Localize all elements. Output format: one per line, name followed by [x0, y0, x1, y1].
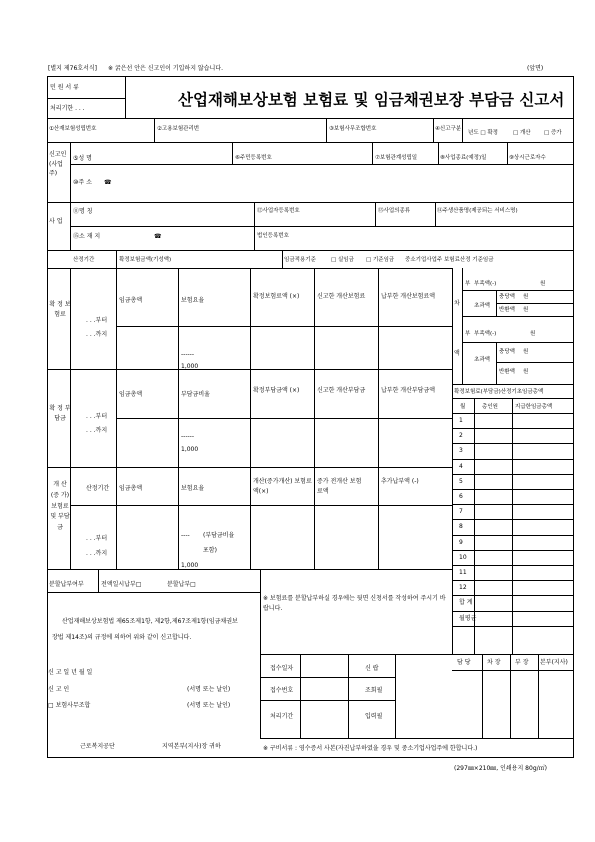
levy-reported-estimate-label: 신고한 개산부담금 [317, 387, 366, 394]
est-rate-note: (부담금비율 [203, 532, 235, 539]
levy-shortage-label: 부족액(-) [474, 331, 497, 337]
fee-shortage-unit: 원 [540, 281, 546, 287]
accident-insurance-no-label: ①산재보험성립번호 [49, 126, 97, 132]
agent-line[interactable]: □ 보험사무조합 [48, 702, 91, 709]
month-row-5: 5 [459, 477, 463, 485]
approval-branch: 본부(지사) [540, 659, 568, 666]
fee-refund-unit: 원 [523, 307, 529, 313]
page-side-label: (앞면) [527, 65, 544, 72]
levy-period-from: . . .부터 [86, 413, 108, 420]
month-row-10: 10 [459, 553, 467, 561]
approval-manager: 부 장 [515, 659, 529, 666]
report-type-confirmed[interactable]: 년도 □ 확정 [468, 130, 498, 136]
fee-refund-label: 반환액 [499, 307, 515, 313]
month-row-4: 4 [459, 462, 463, 470]
business-type-label: ⑬사업의종류 [378, 208, 411, 214]
est-rate-base: 1,000 [181, 562, 199, 569]
month-row-11: 11 [459, 569, 467, 576]
levy-excess-label: 초과액 [474, 357, 490, 363]
monthly-total-row: 합 계 [459, 599, 473, 607]
location-phone-icon: ☎ [154, 233, 162, 240]
receipt-label: 민 원 서 류 [50, 84, 79, 91]
office-processing-period: 처리기간 [270, 713, 294, 720]
month-row-8: 8 [459, 523, 463, 531]
est-rate-line: ---- [181, 532, 190, 539]
corp-reg-no-label: 법인등록번호 [257, 233, 289, 239]
fee-confirmed-amount-label: 확정보험료액 (×) [253, 293, 300, 300]
levy-shortage-unit: 원 [530, 331, 536, 337]
installment-note: ※ 보험료를 분할납부하실 경우에는 뒷면 신청서를 작성하여 주시기 바랍니다. [263, 595, 446, 612]
location-label: ⑮소 재 지 [73, 233, 101, 240]
declaration-line2: 장법 제14조)의 규정에 의하여 위와 같이 신고합니다. [52, 634, 192, 641]
levy-applied-label: 충당액 [499, 349, 515, 355]
std-base-wage[interactable]: □ 기준임금 [366, 257, 395, 263]
fee-shortage-label: 부족액(-) [474, 281, 497, 287]
employment-insurance-no-label: ②고용보험관리번 [157, 126, 200, 132]
form-frame [47, 76, 574, 758]
name-label: ⑤성 명 [73, 155, 92, 162]
declaration-line1: 산업재해보상보험법 제65조제1항, 제2항,제67조제1항(임금채권보 [62, 618, 238, 625]
monthly-header-people: 총인원 [482, 404, 498, 410]
month-row-9: 9 [459, 538, 463, 546]
fee-applied-label: 충당액 [499, 294, 515, 300]
reporter-signature: (서명 또는 날인) [187, 686, 231, 693]
monthly-header-month: 월 [460, 404, 466, 410]
fee-period-to: . . .까지 [86, 331, 108, 338]
estimate-section-label: 개 산 (증 가) 보험료 및 부담 금 [50, 481, 70, 532]
form-number: [별지 제76호서식] [48, 65, 97, 72]
paper-spec: (297㎜×210㎜, 인쇄용지 80g/㎡) [454, 765, 547, 772]
wage-standard-label: 임금적용기준 [284, 257, 316, 263]
fee-wage-total-label: 임금총액 [119, 297, 143, 304]
diff-side-label-3: 부 [465, 281, 471, 287]
fee-applied-unit: 원 [523, 294, 529, 300]
fee-excess-label: 초과액 [474, 303, 490, 309]
month-row-3: 3 [459, 447, 463, 455]
office-check-3: 입력필 [365, 713, 383, 720]
rrn-label: ⑥주민등록번호 [235, 155, 272, 161]
fee-rate-base: 1,000 [181, 363, 199, 370]
recipient-office: 지역본부(지사)장 귀하 [162, 743, 221, 750]
office-union-no-label: ③보험사무조합번호 [329, 126, 377, 132]
fee-reported-estimate-label: 신고한 개산보험료 [317, 293, 366, 300]
recipient-agency: 근로복지공단 [80, 743, 115, 750]
fee-period-from: . . .부터 [86, 317, 108, 324]
est-period-label: 산정기간 [86, 485, 110, 492]
est-period-to: . . .까지 [86, 550, 108, 557]
workers-label: ⑨상시근로자수 [509, 155, 546, 161]
address-phone-icon: ☎ [104, 179, 112, 186]
fee-rate-label: 보험요율 [181, 297, 205, 304]
confirmed-fee-label: 확 정 보험료 [49, 301, 71, 318]
approval-staff: 담 당 [457, 659, 471, 666]
approval-deputy: 차 장 [487, 659, 501, 666]
installment-full-option[interactable]: 전액일시납부□ [101, 581, 142, 588]
est-rate-label: 보험요율 [181, 485, 205, 492]
end-date-label: ⑧사업종료(예정)일 [440, 155, 487, 161]
levy-period-to: . . .까지 [86, 427, 108, 434]
est-period-from: . . .부터 [86, 535, 108, 542]
form-title: 산업재해보상보험 보험료 및 임금채권보장 부담금 신고서 [178, 91, 565, 109]
est-before-increase-label: 증가 전개산 보험료액 [317, 478, 362, 495]
est-wage-total-label: 임금총액 [119, 485, 143, 492]
month-row-7: 7 [459, 508, 463, 516]
monthly-table-title: 확정보험료(부담금)산정기초임금총액 [454, 389, 544, 395]
business-name-label: ⑪명 칭 [73, 208, 93, 215]
report-type-estimated[interactable]: □ 개산 [513, 130, 531, 136]
est-rate-note2: 포함) [203, 547, 217, 554]
levy-rate-base: 1,000 [181, 446, 199, 453]
levy-wage-total-label: 임금총액 [119, 391, 143, 398]
diff-side-label-3b: 부 [465, 331, 471, 337]
monthly-header-wage: 지급한임금총액 [515, 404, 553, 410]
required-docs-note: ※ 구비서류 : 영수증서 사본(자진납부하였을 경우 및 중소기업사업주에 한합니다.) [263, 745, 478, 752]
office-check-2: 조회필 [365, 687, 383, 694]
relation-date-label: ⑦보험관계성립일 [375, 155, 418, 161]
report-date-line: 신 고 일 년 월 일 [48, 669, 93, 676]
fee-rate-line: ------ [181, 351, 194, 358]
office-check-1: 신 랍 [365, 665, 379, 672]
levy-paid-estimate-label: 납부한 개산부담금액 [381, 387, 436, 394]
sme-base-wage-label: 중소기업사업주 보험료산정 기준임금 [405, 257, 494, 263]
header-note: ※ 굵은선 안은 신고인이 기입하지 않습니다. [108, 65, 224, 72]
diff-side-label-2: 액 [454, 350, 460, 357]
monthly-average-row: 월평균 [459, 614, 477, 622]
levy-ratio-label: 부담금비율 [181, 391, 210, 398]
office-received-no: 접수번호 [270, 687, 294, 694]
office-received-date: 접수일자 [270, 665, 294, 672]
processing-period-label: 처리기한 . . . [50, 105, 85, 112]
agent-signature: (서명 또는 날인) [187, 702, 231, 709]
address-label: ⑩주 소 [73, 179, 92, 186]
month-row-1: 1 [459, 417, 463, 424]
calc-period-label: 산정기간 [73, 257, 95, 263]
installment-label: 분할납부여부 [49, 581, 84, 588]
report-type-label: ④신고구분 [435, 126, 462, 132]
confirmed-levy-label: 확 정 부담금 [49, 405, 71, 422]
installment-split-option[interactable]: 분할납부□ [167, 581, 196, 588]
diff-side-label-1: 차 [454, 300, 460, 307]
month-row-12: 12 [459, 584, 467, 592]
month-row-6: 6 [459, 493, 463, 500]
business-reg-no-label: ⑫사업자등록번호 [257, 208, 300, 214]
month-row-2: 2 [459, 432, 463, 440]
fee-paid-estimate-label: 납부한 개산보험료액 [381, 293, 436, 300]
levy-applied-unit: 원 [523, 349, 529, 355]
confirm-wage-label: 확정보험금액(기성액) [119, 257, 172, 263]
reporter-label: 신고인 (사업주) [49, 151, 67, 178]
levy-confirmed-amount-label: 확정부담금액 (×) [253, 387, 300, 394]
levy-refund-label: 반환액 [499, 369, 515, 375]
std-actual-wage[interactable]: □ 실임금 [331, 257, 354, 263]
business-label: 사 업 [49, 218, 63, 225]
levy-rate-line: ------ [181, 433, 194, 440]
report-type-increase[interactable]: □ 증가 [544, 130, 562, 136]
levy-refund-unit: 원 [523, 369, 529, 375]
main-product-label: ⑭주생산품명(제공되는 서비스명) [437, 208, 518, 214]
est-amount-label: 개산(증가개산) 보험료액(×) [253, 478, 312, 495]
reporter-line: 신 고 인 [48, 686, 70, 693]
est-additional-payment-label: 추가납부액 (-) [381, 478, 419, 485]
